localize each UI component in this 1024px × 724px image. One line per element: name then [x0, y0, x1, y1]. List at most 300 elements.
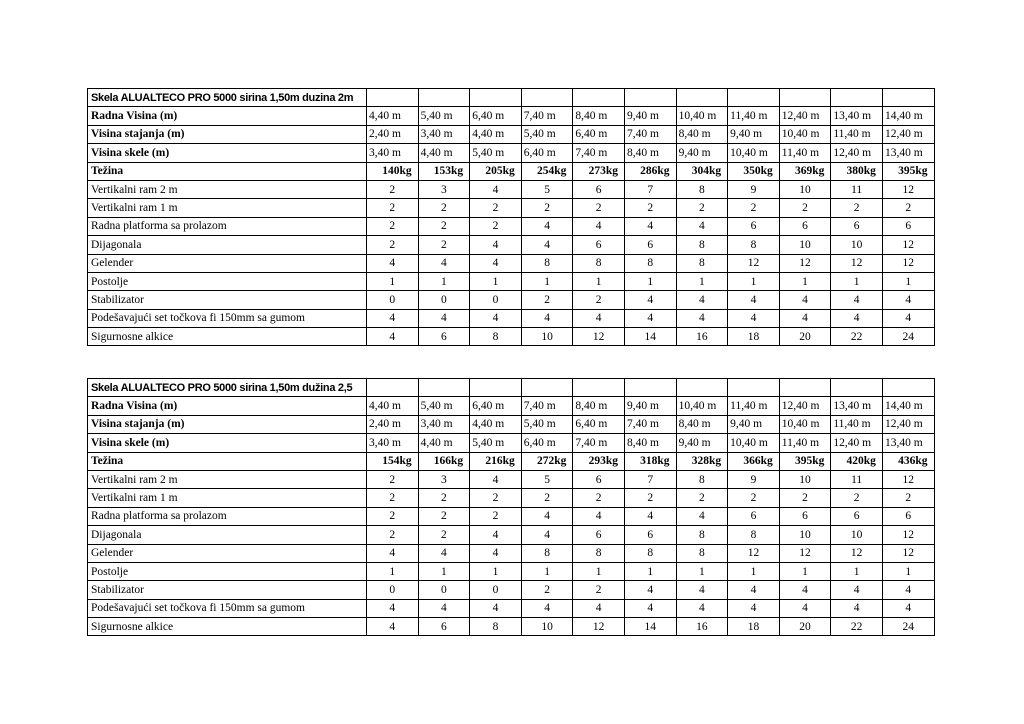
- value-cell: 2: [470, 199, 522, 217]
- empty-cell: [470, 89, 522, 107]
- value-cell: 1: [882, 562, 934, 580]
- value-cell: 2: [831, 489, 883, 507]
- value-cell: 273kg: [573, 162, 625, 180]
- value-cell: 9: [728, 470, 780, 488]
- value-cell: 2: [367, 217, 419, 235]
- value-cell: 9,40 m: [676, 144, 728, 162]
- row-label: Radna platforma sa prolazom: [88, 507, 367, 525]
- value-cell: 4: [521, 526, 573, 544]
- value-cell: 9,40 m: [728, 415, 780, 433]
- value-cell: 1: [676, 562, 728, 580]
- value-cell: 1: [521, 562, 573, 580]
- value-cell: 4: [624, 217, 676, 235]
- value-cell: 4: [728, 581, 780, 599]
- value-cell: 4: [521, 309, 573, 327]
- value-cell: 4: [624, 507, 676, 525]
- row-label: Stabilizator: [88, 291, 367, 309]
- value-cell: 22: [831, 618, 883, 636]
- value-cell: 4: [831, 309, 883, 327]
- value-cell: 8,40 m: [624, 144, 676, 162]
- value-cell: 8: [624, 254, 676, 272]
- value-cell: 4: [521, 236, 573, 254]
- row-label: Vertikalni ram 1 m: [88, 199, 367, 217]
- value-cell: 153kg: [418, 162, 470, 180]
- value-cell: 22: [831, 328, 883, 346]
- value-cell: 12,40 m: [831, 144, 883, 162]
- value-cell: 4: [779, 599, 831, 617]
- row-label: Stabilizator: [88, 581, 367, 599]
- value-cell: 2: [418, 526, 470, 544]
- table-row: [88, 581, 935, 599]
- row-label: Sigurnosne alkice: [88, 328, 367, 346]
- value-cell: 0: [418, 581, 470, 599]
- value-cell: 140kg: [367, 162, 419, 180]
- value-cell: 24: [882, 618, 934, 636]
- value-cell: 6,40 m: [573, 415, 625, 433]
- value-cell: 10,40 m: [779, 415, 831, 433]
- empty-cell: [728, 379, 780, 397]
- value-cell: 0: [367, 291, 419, 309]
- value-cell: 216kg: [470, 452, 522, 470]
- empty-cell: [573, 379, 625, 397]
- value-cell: 4: [676, 581, 728, 599]
- value-cell: 8: [676, 544, 728, 562]
- value-cell: 4: [418, 309, 470, 327]
- value-cell: 8: [728, 236, 780, 254]
- value-cell: 12,40 m: [779, 397, 831, 415]
- value-cell: 1: [624, 562, 676, 580]
- value-cell: 369kg: [779, 162, 831, 180]
- value-cell: 10: [779, 180, 831, 198]
- value-cell: 4,40 m: [470, 125, 522, 143]
- value-cell: 12: [831, 544, 883, 562]
- empty-cell: [882, 379, 934, 397]
- row-label: Podešavajući set točkova fi 150mm sa gumom: [88, 599, 367, 617]
- value-cell: 4: [882, 309, 934, 327]
- value-cell: 4: [573, 217, 625, 235]
- value-cell: 8: [728, 526, 780, 544]
- value-cell: 1: [624, 272, 676, 290]
- value-cell: 7,40 m: [521, 397, 573, 415]
- value-cell: 16: [676, 328, 728, 346]
- value-cell: 9,40 m: [624, 397, 676, 415]
- value-cell: 1: [831, 562, 883, 580]
- value-cell: 4: [624, 309, 676, 327]
- row-label: Gelender: [88, 544, 367, 562]
- value-cell: 12: [882, 544, 934, 562]
- value-cell: 4: [470, 180, 522, 198]
- value-cell: 2: [367, 180, 419, 198]
- value-cell: 4: [831, 291, 883, 309]
- value-cell: 3,40 m: [367, 144, 419, 162]
- value-cell: 6,40 m: [470, 107, 522, 125]
- empty-cell: [521, 89, 573, 107]
- value-cell: 6: [779, 507, 831, 525]
- value-cell: 7,40 m: [624, 415, 676, 433]
- value-cell: 3: [418, 180, 470, 198]
- empty-cell: [573, 89, 625, 107]
- value-cell: 6: [728, 217, 780, 235]
- value-cell: 0: [367, 581, 419, 599]
- value-cell: 18: [728, 618, 780, 636]
- value-cell: 304kg: [676, 162, 728, 180]
- value-cell: 1: [779, 562, 831, 580]
- value-cell: 8: [676, 236, 728, 254]
- value-cell: 395kg: [779, 452, 831, 470]
- value-cell: 5,40 m: [470, 144, 522, 162]
- value-cell: 9,40 m: [624, 107, 676, 125]
- table-row: [88, 236, 935, 254]
- value-cell: 4: [367, 618, 419, 636]
- value-cell: 5,40 m: [470, 434, 522, 452]
- value-cell: 4: [728, 309, 780, 327]
- value-cell: 1: [676, 272, 728, 290]
- table-row: [88, 107, 935, 125]
- value-cell: 11,40 m: [728, 107, 780, 125]
- value-cell: 6: [418, 328, 470, 346]
- value-cell: 8,40 m: [676, 415, 728, 433]
- value-cell: 4: [676, 291, 728, 309]
- value-cell: 12: [728, 254, 780, 272]
- value-cell: 6,40 m: [521, 434, 573, 452]
- empty-cell: [418, 89, 470, 107]
- table-row: [88, 489, 935, 507]
- value-cell: 11,40 m: [831, 125, 883, 143]
- value-cell: 2,40 m: [367, 415, 419, 433]
- value-cell: 1: [470, 272, 522, 290]
- value-cell: 2: [418, 217, 470, 235]
- value-cell: 16: [676, 618, 728, 636]
- value-cell: 8: [521, 544, 573, 562]
- value-cell: 4: [470, 544, 522, 562]
- value-cell: 2: [470, 217, 522, 235]
- value-cell: 2: [418, 236, 470, 254]
- value-cell: 10: [779, 236, 831, 254]
- row-label: Radna Visina (m): [88, 397, 367, 415]
- table-row: [88, 199, 935, 217]
- value-cell: 2: [367, 470, 419, 488]
- value-cell: 8: [573, 544, 625, 562]
- value-cell: 12: [573, 618, 625, 636]
- value-cell: 350kg: [728, 162, 780, 180]
- value-cell: 2: [367, 489, 419, 507]
- value-cell: 6: [882, 507, 934, 525]
- table-row: [88, 125, 935, 143]
- value-cell: 2: [573, 291, 625, 309]
- value-cell: 8,40 m: [676, 125, 728, 143]
- table-title: Skela ALUALTECO PRO 5000 sirina 1,50m duzina 2m: [88, 89, 367, 107]
- empty-cell: [624, 89, 676, 107]
- value-cell: 6: [418, 618, 470, 636]
- value-cell: 4: [367, 254, 419, 272]
- value-cell: 4: [779, 581, 831, 599]
- value-cell: 254kg: [521, 162, 573, 180]
- value-cell: 2: [470, 507, 522, 525]
- value-cell: 2: [418, 199, 470, 217]
- value-cell: 286kg: [624, 162, 676, 180]
- empty-cell: [779, 89, 831, 107]
- value-cell: 4: [882, 581, 934, 599]
- value-cell: 10,40 m: [676, 397, 728, 415]
- table-row: [88, 415, 935, 433]
- value-cell: 6: [831, 217, 883, 235]
- value-cell: 2: [367, 526, 419, 544]
- value-cell: 8: [470, 328, 522, 346]
- table-row: [88, 328, 935, 346]
- value-cell: 4: [779, 291, 831, 309]
- value-cell: 420kg: [831, 452, 883, 470]
- row-label: Sigurnosne alkice: [88, 618, 367, 636]
- value-cell: 1: [573, 272, 625, 290]
- value-cell: 18: [728, 328, 780, 346]
- value-cell: 2: [418, 507, 470, 525]
- value-cell: 2: [573, 199, 625, 217]
- value-cell: 5,40 m: [521, 125, 573, 143]
- value-cell: 12: [779, 254, 831, 272]
- value-cell: 2: [367, 236, 419, 254]
- scaffold-spec-table-2m: [87, 88, 935, 346]
- value-cell: 13,40 m: [882, 434, 934, 452]
- value-cell: 4: [521, 217, 573, 235]
- value-cell: 2: [676, 199, 728, 217]
- row-label: Radna platforma sa prolazom: [88, 217, 367, 235]
- value-cell: 272kg: [521, 452, 573, 470]
- value-cell: 4: [831, 599, 883, 617]
- value-cell: 4: [470, 599, 522, 617]
- value-cell: 6: [831, 507, 883, 525]
- value-cell: 6: [624, 526, 676, 544]
- value-cell: 2: [676, 489, 728, 507]
- table-row: [88, 162, 935, 180]
- value-cell: 4: [882, 291, 934, 309]
- value-cell: 10,40 m: [728, 144, 780, 162]
- row-label: Visina skele (m): [88, 144, 367, 162]
- empty-cell: [676, 89, 728, 107]
- value-cell: 2: [728, 199, 780, 217]
- value-cell: 12: [882, 470, 934, 488]
- value-cell: 6: [779, 217, 831, 235]
- value-cell: 7,40 m: [624, 125, 676, 143]
- table-row: [88, 291, 935, 309]
- value-cell: 20: [779, 328, 831, 346]
- value-cell: 4: [624, 599, 676, 617]
- value-cell: 5,40 m: [418, 397, 470, 415]
- row-label: Postolje: [88, 562, 367, 580]
- value-cell: 2: [418, 489, 470, 507]
- value-cell: 2: [573, 489, 625, 507]
- value-cell: 6: [573, 236, 625, 254]
- value-cell: 8: [521, 254, 573, 272]
- table-row: [88, 507, 935, 525]
- value-cell: 10,40 m: [728, 434, 780, 452]
- value-cell: 2,40 m: [367, 125, 419, 143]
- value-cell: 6,40 m: [573, 125, 625, 143]
- row-label: Visina stajanja (m): [88, 125, 367, 143]
- row-label: Težina: [88, 162, 367, 180]
- value-cell: 0: [470, 581, 522, 599]
- value-cell: 6,40 m: [470, 397, 522, 415]
- value-cell: 2: [779, 199, 831, 217]
- value-cell: 2: [521, 199, 573, 217]
- value-cell: 12: [882, 526, 934, 544]
- empty-cell: [470, 379, 522, 397]
- value-cell: 8: [676, 180, 728, 198]
- empty-cell: [882, 89, 934, 107]
- value-cell: 12,40 m: [831, 434, 883, 452]
- value-cell: 8: [676, 470, 728, 488]
- value-cell: 12: [728, 544, 780, 562]
- value-cell: 8: [573, 254, 625, 272]
- value-cell: 1: [573, 562, 625, 580]
- value-cell: 12: [882, 254, 934, 272]
- value-cell: 1: [521, 272, 573, 290]
- value-cell: 4: [367, 599, 419, 617]
- value-cell: 9,40 m: [728, 125, 780, 143]
- row-label: Težina: [88, 452, 367, 470]
- value-cell: 205kg: [470, 162, 522, 180]
- value-cell: 2: [624, 489, 676, 507]
- value-cell: 3,40 m: [367, 434, 419, 452]
- value-cell: 4: [418, 254, 470, 272]
- value-cell: 11,40 m: [779, 144, 831, 162]
- value-cell: 13,40 m: [831, 397, 883, 415]
- table-row: [88, 544, 935, 562]
- value-cell: 380kg: [831, 162, 883, 180]
- value-cell: 2: [470, 489, 522, 507]
- value-cell: 6: [624, 236, 676, 254]
- value-cell: 1: [779, 272, 831, 290]
- value-cell: 5,40 m: [418, 107, 470, 125]
- empty-cell: [624, 379, 676, 397]
- value-cell: 10: [831, 526, 883, 544]
- value-cell: 4: [573, 309, 625, 327]
- value-cell: 12,40 m: [882, 125, 934, 143]
- value-cell: 24: [882, 328, 934, 346]
- value-cell: 7,40 m: [573, 434, 625, 452]
- row-label: Visina skele (m): [88, 434, 367, 452]
- value-cell: 4: [624, 581, 676, 599]
- value-cell: 6,40 m: [521, 144, 573, 162]
- row-label: Gelender: [88, 254, 367, 272]
- value-cell: 166kg: [418, 452, 470, 470]
- value-cell: 2: [521, 489, 573, 507]
- value-cell: 6: [882, 217, 934, 235]
- table-row: [88, 470, 935, 488]
- value-cell: 154kg: [367, 452, 419, 470]
- value-cell: 4: [676, 599, 728, 617]
- value-cell: 10,40 m: [676, 107, 728, 125]
- value-cell: 4: [573, 599, 625, 617]
- value-cell: 2: [521, 581, 573, 599]
- row-label: Postolje: [88, 272, 367, 290]
- value-cell: 4: [882, 599, 934, 617]
- value-cell: 8: [676, 526, 728, 544]
- table-row: [88, 526, 935, 544]
- row-label: Vertikalni ram 1 m: [88, 489, 367, 507]
- value-cell: 7: [624, 180, 676, 198]
- value-cell: 1: [367, 272, 419, 290]
- value-cell: 2: [573, 581, 625, 599]
- row-label: Radna Visina (m): [88, 107, 367, 125]
- value-cell: 1: [470, 562, 522, 580]
- value-cell: 4: [418, 544, 470, 562]
- value-cell: 12,40 m: [882, 415, 934, 433]
- value-cell: 8,40 m: [573, 107, 625, 125]
- value-cell: 11,40 m: [779, 434, 831, 452]
- table-title: Skela ALUALTECO PRO 5000 sirina 1,50m dužina 2,5: [88, 379, 367, 397]
- value-cell: 13,40 m: [882, 144, 934, 162]
- table-row: [88, 562, 935, 580]
- value-cell: 318kg: [624, 452, 676, 470]
- value-cell: 12,40 m: [779, 107, 831, 125]
- value-cell: 3,40 m: [418, 125, 470, 143]
- value-cell: 8: [624, 544, 676, 562]
- empty-cell: [779, 379, 831, 397]
- value-cell: 12: [573, 328, 625, 346]
- value-cell: 10: [779, 526, 831, 544]
- empty-cell: [418, 379, 470, 397]
- table-title-row: [88, 89, 935, 107]
- value-cell: 2: [624, 199, 676, 217]
- value-cell: 8: [676, 254, 728, 272]
- table-row: [88, 144, 935, 162]
- value-cell: 10: [779, 470, 831, 488]
- empty-cell: [367, 89, 419, 107]
- value-cell: 10,40 m: [779, 125, 831, 143]
- value-cell: 3: [418, 470, 470, 488]
- empty-cell: [367, 379, 419, 397]
- value-cell: 4: [470, 254, 522, 272]
- empty-cell: [521, 379, 573, 397]
- value-cell: 14,40 m: [882, 397, 934, 415]
- value-cell: 293kg: [573, 452, 625, 470]
- value-cell: 11,40 m: [728, 397, 780, 415]
- row-label: Vertikalni ram 2 m: [88, 470, 367, 488]
- value-cell: 7,40 m: [521, 107, 573, 125]
- value-cell: 1: [728, 562, 780, 580]
- table-row: [88, 180, 935, 198]
- value-cell: 13,40 m: [831, 107, 883, 125]
- value-cell: 6: [573, 526, 625, 544]
- value-cell: 6: [573, 470, 625, 488]
- value-cell: 4,40 m: [418, 144, 470, 162]
- value-cell: 1: [367, 562, 419, 580]
- value-cell: 4: [367, 544, 419, 562]
- value-cell: 328kg: [676, 452, 728, 470]
- value-cell: 0: [470, 291, 522, 309]
- value-cell: 11: [831, 180, 883, 198]
- value-cell: 4: [470, 526, 522, 544]
- value-cell: 2: [882, 199, 934, 217]
- row-label: Vertikalni ram 2 m: [88, 180, 367, 198]
- value-cell: 2: [779, 489, 831, 507]
- scaffold-spec-table-2-5m: [87, 378, 935, 636]
- value-cell: 4: [728, 599, 780, 617]
- value-cell: 2: [367, 199, 419, 217]
- value-cell: 12: [882, 236, 934, 254]
- value-cell: 14,40 m: [882, 107, 934, 125]
- value-cell: 2: [831, 199, 883, 217]
- table-row: [88, 397, 935, 415]
- value-cell: 366kg: [728, 452, 780, 470]
- table-row: [88, 217, 935, 235]
- value-cell: 6: [728, 507, 780, 525]
- value-cell: 11: [831, 470, 883, 488]
- value-cell: 4,40 m: [418, 434, 470, 452]
- value-cell: 12: [779, 544, 831, 562]
- value-cell: 5: [521, 180, 573, 198]
- empty-cell: [831, 89, 883, 107]
